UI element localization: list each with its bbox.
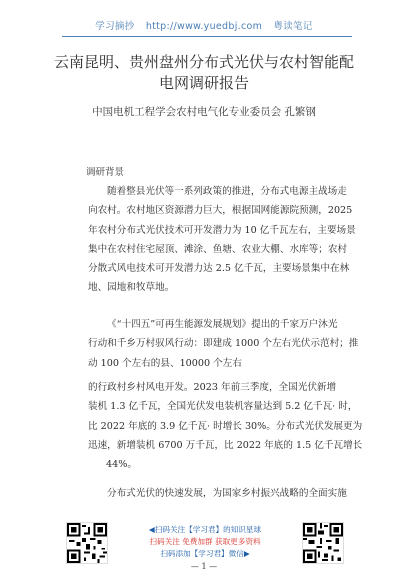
paragraph-line: 比 2022 年底的 3.9 亿千瓦· 时增长 30%。分布式光伏发展更为: [88, 420, 363, 432]
paragraph-line: 44%。: [106, 459, 137, 471]
paragraph-1: [88, 182, 356, 298]
page-number: — 1 —: [190, 562, 218, 571]
paragraph-line: 随着整县光伏等一系列政策的推进，分布式电源主战场走: [107, 186, 347, 197]
document-title: [30, 52, 378, 94]
paragraph-2: [88, 315, 359, 373]
author-line: 中国电机工程学会农村电气化专业委员会 孔繁钢: [92, 106, 316, 118]
paragraph-line: 分散式风电技术可开发潜力达 2.5 亿千瓦，主要场景集中在林: [88, 263, 350, 275]
header-divider: [62, 36, 352, 37]
header-right-text: 粤读笔记: [273, 21, 313, 32]
paragraph-3: [88, 378, 363, 474]
qr-code-left-icon[interactable]: [66, 522, 108, 564]
title-line-2: 电网调研报告: [158, 74, 249, 92]
section-heading: 调研背景: [86, 167, 125, 178]
paragraph-line: 行动和千乡万村驭风行动：即建成 1000 个左右光伏示范村；推: [88, 338, 359, 350]
paragraph-line: 《“十四五”可再生能源发展规划》提出的千家万户沐光: [107, 319, 338, 330]
paragraph-line: 分布式光伏的快速发展，为国家乡村振兴战略的全面实施: [107, 488, 347, 499]
paragraph-line: 向农村。农村地区资源潜力巨大，根据国网能源院预测，2025: [88, 205, 353, 217]
paragraph-line: 的行政村乡村风电开发。2023 年前三季度，全国光伏新增: [88, 382, 337, 393]
header-left-text: 学习摘抄: [95, 21, 135, 32]
paragraph-line: 年农村分布式光伏技术可开发潜力为 10 亿千瓦左右，主要场景: [88, 224, 356, 236]
title-line-1: 云南昆明、贵州盘州分布式光伏与农村智能配: [53, 53, 354, 71]
footer-line-3: 扫码添加【学习君】微信▶: [160, 549, 250, 558]
page-header: [0, 18, 408, 32]
footer-line-1: ◀扫码关注【学习君】的知识星球: [148, 525, 262, 534]
paragraph-line: 装机 1.3 亿千瓦，全国光伏发电装机容量达到 5.2 亿千瓦· 时，: [88, 401, 358, 413]
paragraph-line: 动 100 个左右的县、10000 个左右: [88, 357, 242, 369]
paragraph-4: [88, 484, 350, 503]
paragraph-line: 迅速，新增装机 6700 万千瓦，比 2022 年底的 1.5 亿千瓦增长: [88, 439, 363, 451]
paragraph-line: 集中在农村住宅屋顶、滩涂、鱼塘、农业大棚、水库等；农村: [88, 243, 348, 255]
footer-line-2: 扫码关注 免费加群 获取更多资料: [149, 537, 261, 546]
qr-code-right-icon[interactable]: [302, 522, 344, 564]
header-url[interactable]: http://www.yuedbj.com: [145, 21, 263, 32]
paragraph-line: 地、园地和牧草地。: [88, 282, 175, 294]
